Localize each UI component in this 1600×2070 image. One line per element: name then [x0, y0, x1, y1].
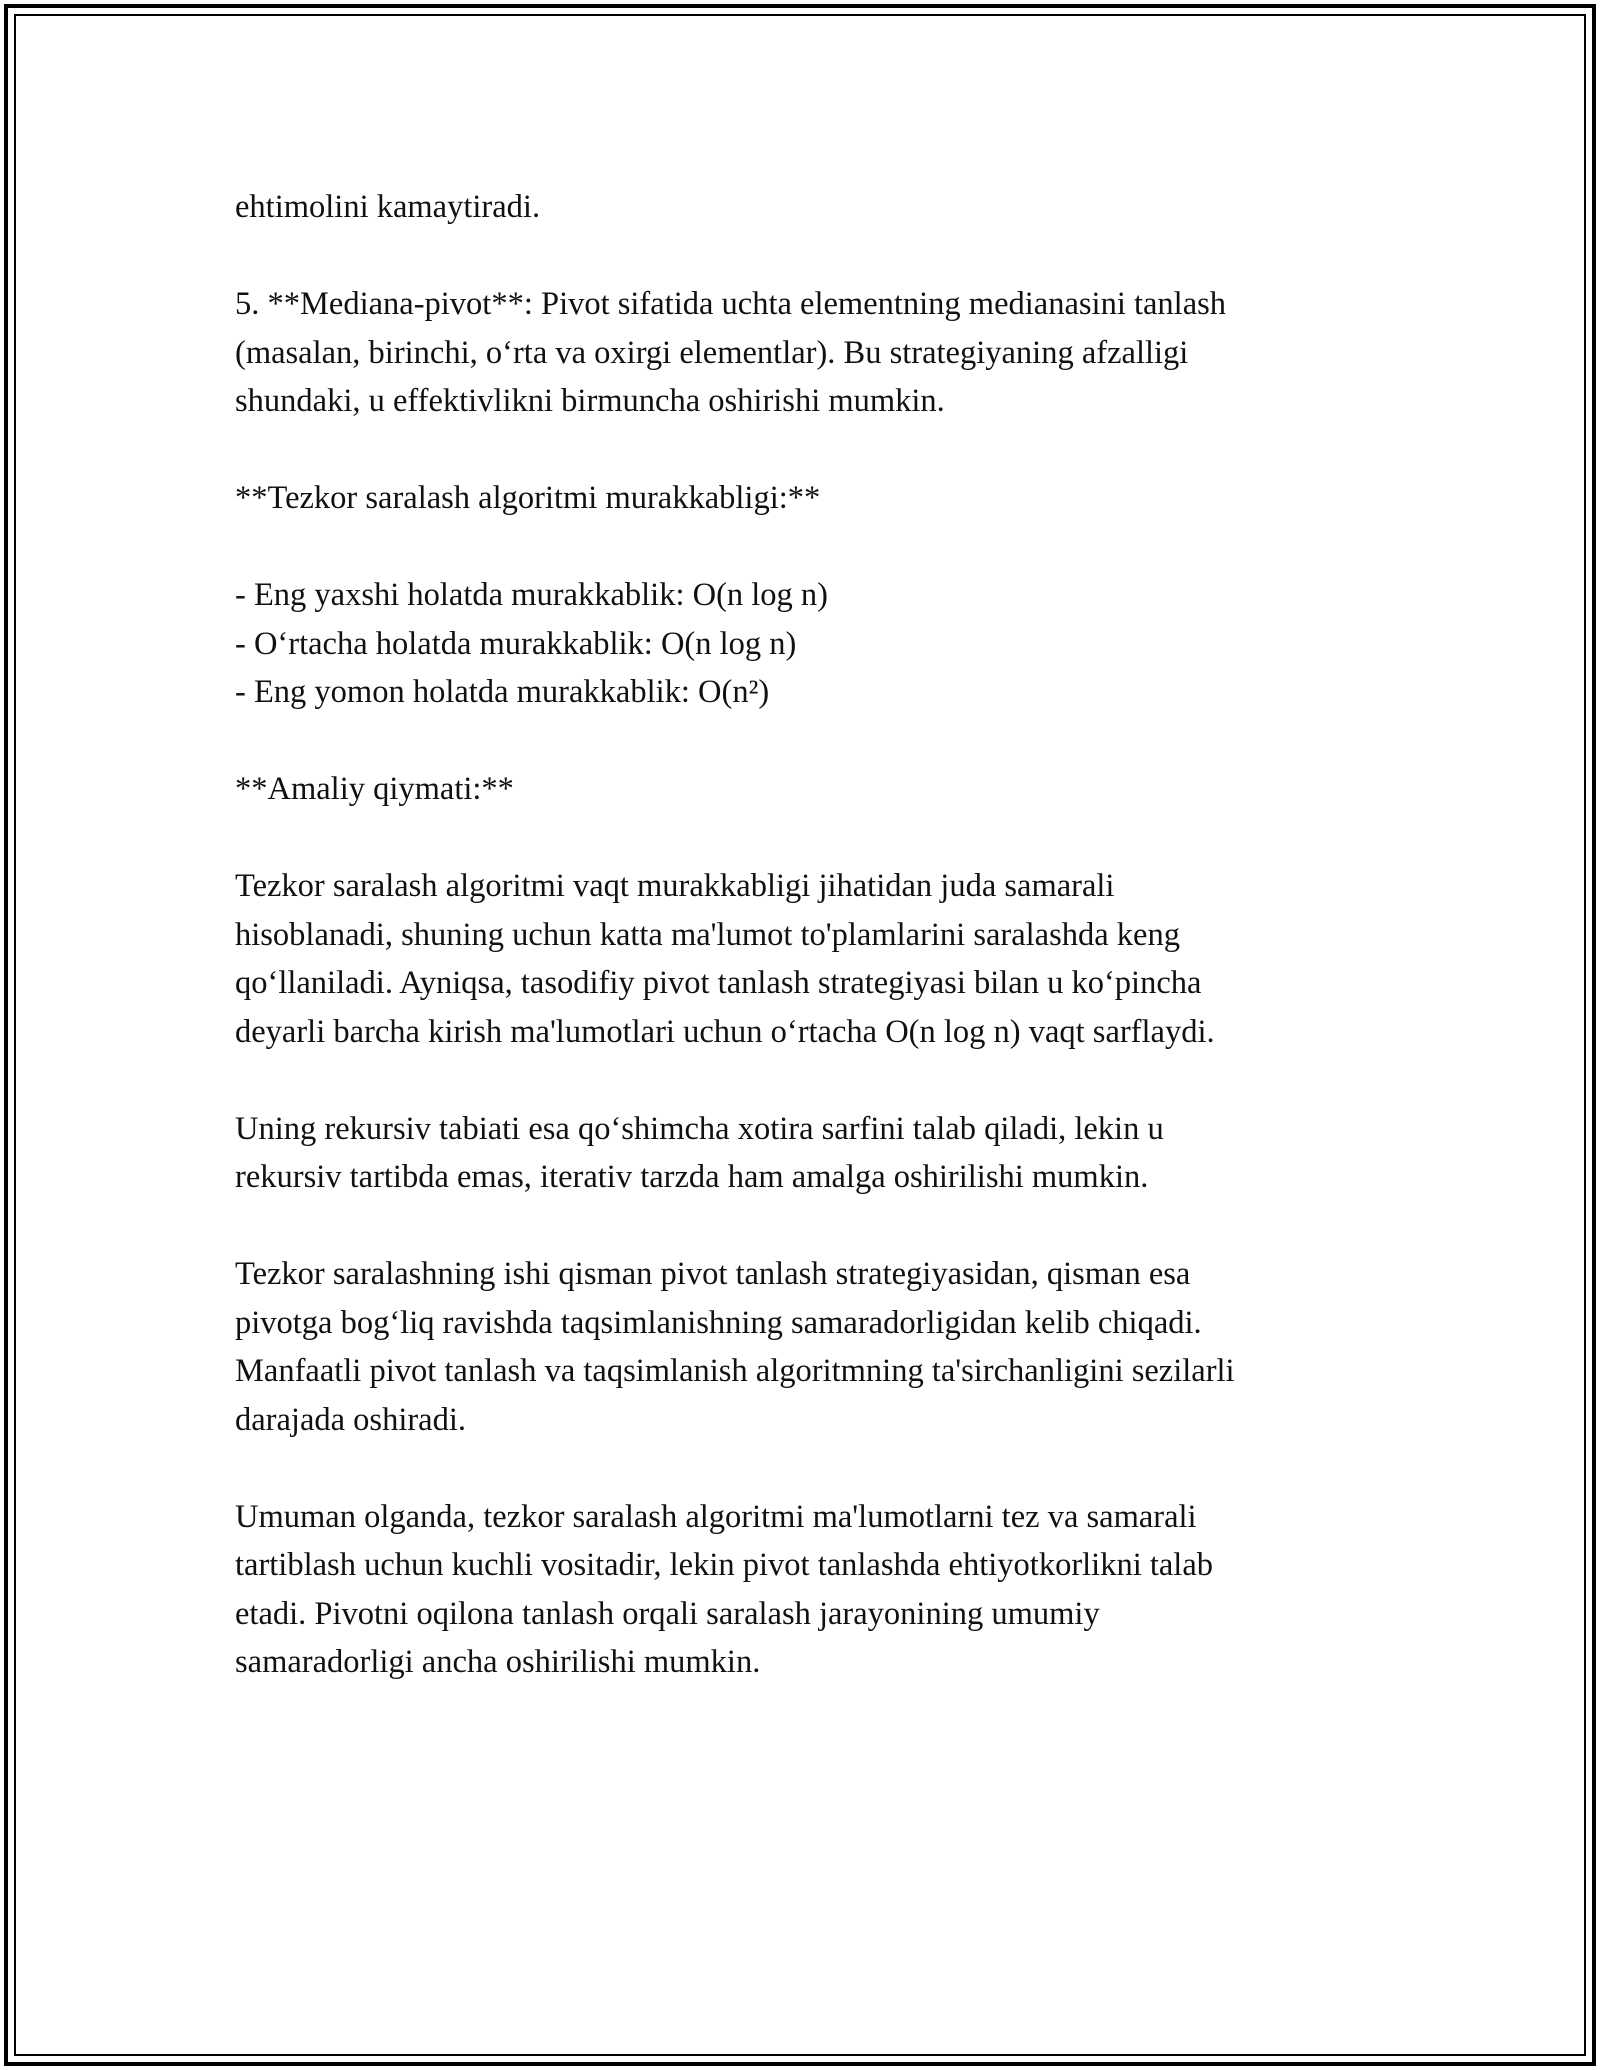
- heading-complexity: **Tezkor saralash algoritmi murakkabligi:**: [235, 480, 821, 516]
- paragraph-pivot-strategy: Tezkor saralashning ishi qisman pivot tanlash strategiyasidan, qisman esa pivotga bog‘liq ravishda taqsimlanishning samaradorligidan kelib chiqadi. Manfaatli pivot tanlash va taqsimlanish algoritmning ta'sirchanligini sezilarli darajada oshiradi.: [235, 1256, 1235, 1438]
- paragraph-mediana-pivot: 5. **Mediana-pivot**: Pivot sifatida uchta elementning medianasini tanlash (masalan, birinchi, o‘rta va oxirgi elementlar). Bu strategiyaning afzalligi shundaki, u effektivlikni birmuncha oshirishi mumkin.: [235, 286, 1227, 419]
- document-body: [235, 183, 1385, 1735]
- paragraph-recursion: Uning rekursiv tabiati esa qo‘shimcha xotira sarfini talab qiladi, lekin u rekursiv tartibda emas, iterativ tarzda ham amalga oshirilishi mumkin.: [235, 1110, 1164, 1195]
- complexity-list: - Eng yaxshi holatda murakkablik: O(n log n) - O‘rtacha holatda murakkablik: O(n log n) - Eng yomon holatda murakkablik: O(n²): [235, 577, 828, 710]
- paragraph-conclusion: Umuman olganda, tezkor saralash algoritmi ma'lumotlarni tez va samarali tartiblash uchun kuchli vositadir, lekin pivot tanlashda ehtiyotkorlikni talab etadi. Pivotni oqilona tanlash orqali saralash jarayonining umumiy samaradorligi ancha oshirilishi mumkin.: [235, 1498, 1214, 1680]
- paragraph-practical-value: Tezkor saralash algoritmi vaqt murakkabligi jihatidan juda samarali hisoblanadi, shuning uchun katta ma'lumot to'plamlarini saralashda keng qo‘llaniladi. Ayniqsa, tasodifiy pivot tanlash strategiyasi bilan u ko‘pincha deyarli barcha kirish ma'lumotlari uchun o‘rtacha O(n log n) vaqt sarflaydi.: [235, 868, 1215, 1050]
- heading-practical-value: **Amaliy qiymati:**: [235, 771, 514, 807]
- paragraph-continuation: ehtimolini kamaytiradi.: [235, 189, 541, 225]
